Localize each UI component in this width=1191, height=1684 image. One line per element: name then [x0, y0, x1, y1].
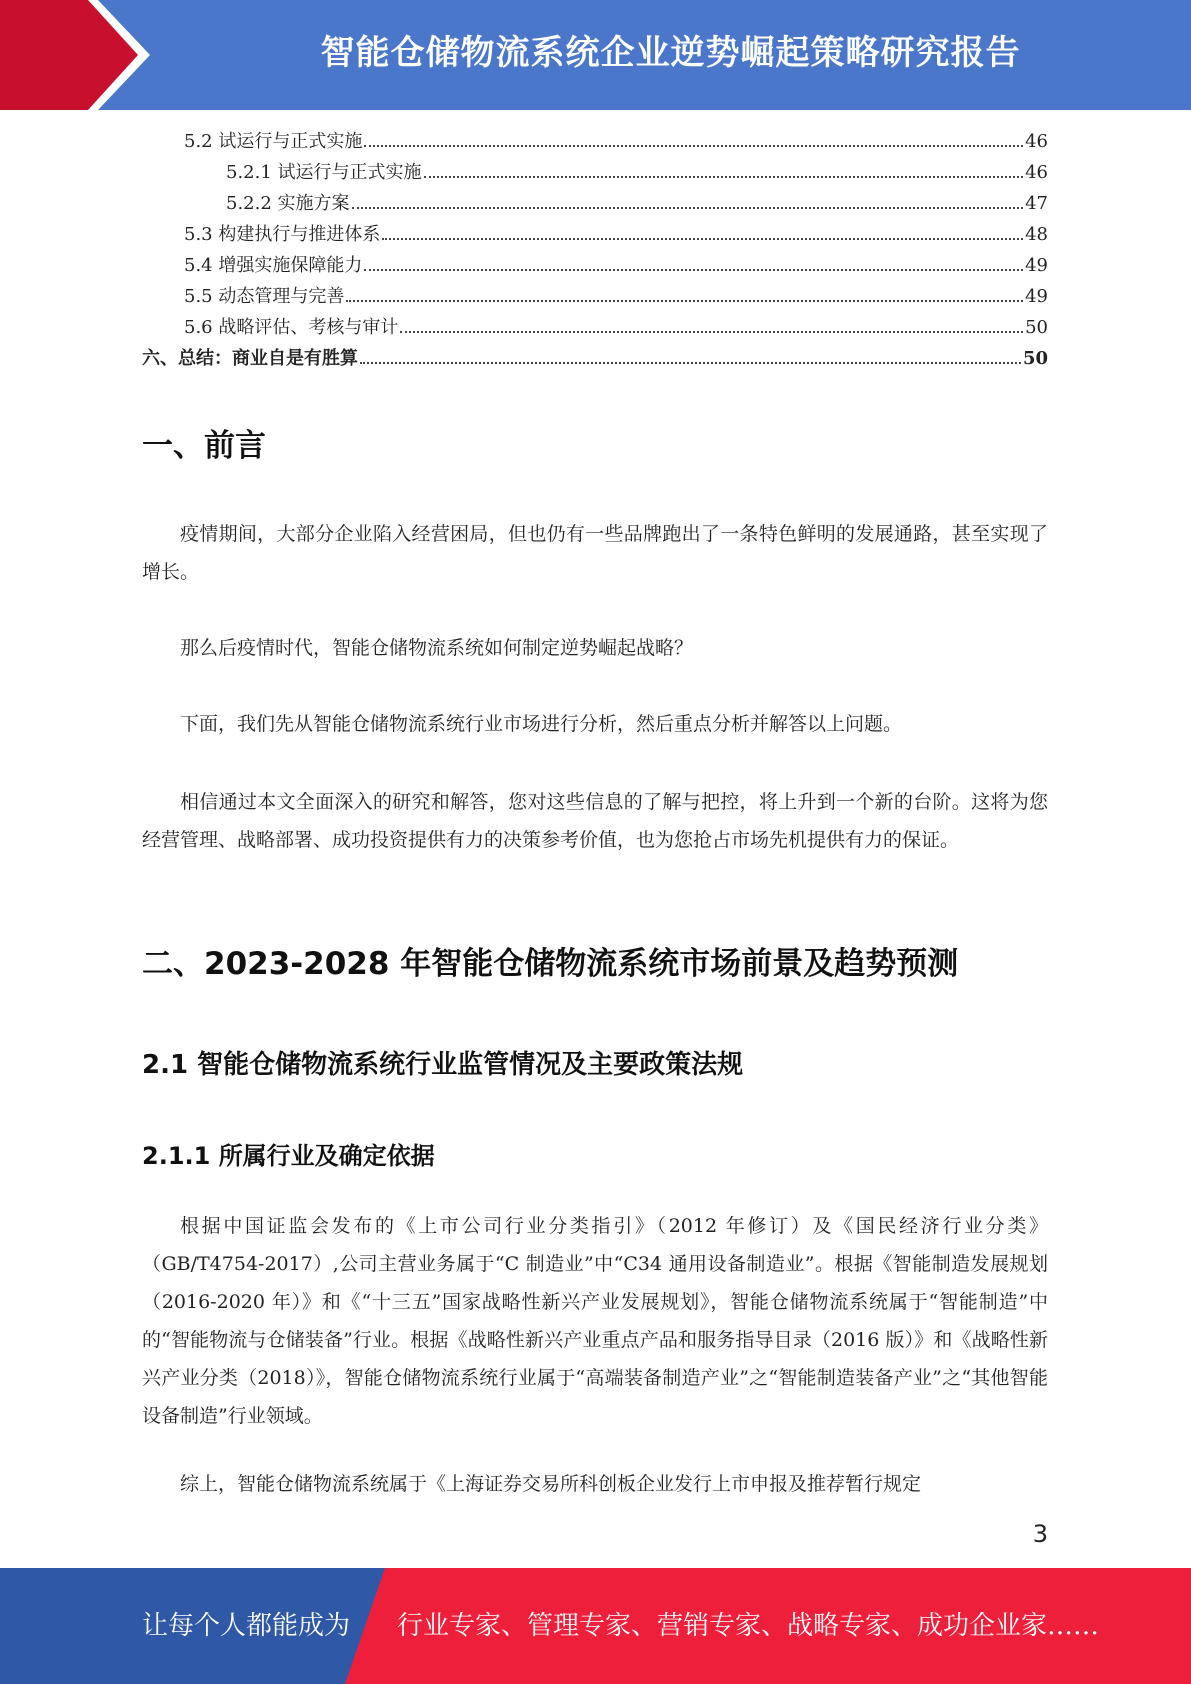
- paragraph: 相信通过本文全面深入的研究和解答，您对这些信息的了解与把控，将上升到一个新的台阶。这将为您经营管理、战略部署、成功投资提供有力的决策参考价值，也为您抢占市场先机提供有力的保证。: [142, 791, 1048, 851]
- toc-leader-dots: [382, 238, 1023, 240]
- toc-entry-label: 5.2.1 试运行与正式实施: [226, 162, 422, 183]
- page-number: 3: [1032, 1520, 1048, 1548]
- footer-banner: [0, 1568, 1191, 1684]
- toc-entry-page: 46: [1025, 162, 1048, 183]
- toc-leader-dots: [346, 300, 1023, 302]
- toc-entry-label: 5.2 试运行与正式实施: [184, 131, 363, 152]
- toc-entry-label: 5.6 战略评估、考核与审计: [184, 317, 399, 338]
- toc-entry-label: 5.5 动态管理与完善: [184, 286, 345, 307]
- toc-leader-dots: [364, 145, 1023, 147]
- toc-leader-dots: [364, 269, 1023, 271]
- toc-entry-page: 49: [1025, 255, 1048, 276]
- toc-entry-page: 50: [1025, 317, 1048, 338]
- toc-entry[interactable]: [142, 189, 1048, 220]
- toc-leader-dots: [360, 362, 1021, 364]
- toc-leader-dots: [352, 207, 1024, 209]
- subsubsection-heading: 2.1.1 所属行业及确定依据: [142, 1142, 435, 1170]
- toc-entry-page: 46: [1025, 131, 1048, 152]
- report-header: [0, 0, 1191, 110]
- table-of-contents: [142, 127, 1048, 375]
- toc-entry[interactable]: [142, 158, 1048, 189]
- toc-entry-label: 5.4 增强实施保障能力: [184, 255, 363, 276]
- toc-leader-dots: [400, 331, 1023, 333]
- paragraph: 下面，我们先从智能仓储物流系统行业市场进行分析，然后重点分析并解答以上问题。: [180, 713, 903, 735]
- report-title: 智能仓储物流系统企业逆势崛起策略研究报告: [320, 33, 1021, 73]
- footer-slogan-right: 行业专家、管理专家、营销专家、战略专家、成功企业家……: [397, 1611, 1100, 1641]
- toc-entry-page: 50: [1022, 348, 1048, 369]
- toc-entry[interactable]: [142, 251, 1048, 282]
- toc-entry[interactable]: [142, 282, 1048, 313]
- subsection-heading: 2.1 智能仓储物流系统行业监管情况及主要政策法规: [142, 1050, 744, 1080]
- paragraph: 疫情期间，大部分企业陷入经营困局，但也仍有一些品牌跑出了一条特色鲜明的发展通路，甚至实现了增长。: [142, 523, 1048, 583]
- paragraph: 那么后疫情时代，智能仓储物流系统如何制定逆势崛起战略？: [180, 637, 694, 659]
- paragraph: 根据中国证监会发布的《上市公司行业分类指引》（2012 年修订）及《国民经济行业分类》（GB/T4754-2017）,公司主营业务属于“C 制造业”中“C34 通用设备制造业”。根据《智能制造发展规划（2016-2020 年）》和《“十三五”国家战略性新兴产业发展规划》，智能仓储物流系统属于“智能制造”中的“智能物流与仓储装备”行业。根据《战略性新兴产业重点产品和服务指导目录（2016 版）》和《战略性新兴产业分类（2018）》，智能仓储物流系统行业属于“高端装备制造产业”之“智能制造装备产业”之“其他智能设备制造”行业领域。: [142, 1215, 1048, 1427]
- toc-leader-dots: [424, 176, 1024, 178]
- toc-entry-page: 47: [1025, 193, 1048, 214]
- toc-entry[interactable]: [142, 220, 1048, 251]
- toc-entry[interactable]: [142, 127, 1048, 158]
- paragraph: 综上，智能仓储物流系统属于《上海证券交易所科创板企业发行上市申报及推荐暂行规定: [180, 1473, 922, 1495]
- section-heading-market-outlook: 二、2023-2028 年智能仓储物流系统市场前景及趋势预测: [142, 946, 959, 982]
- section-heading-preface: 一、前言: [142, 428, 266, 464]
- toc-entry-page: 49: [1025, 286, 1048, 307]
- toc-entry-page: 48: [1025, 224, 1048, 245]
- toc-entry[interactable]: [142, 344, 1048, 375]
- toc-entry-label: 5.2.2 实施方案: [226, 193, 350, 214]
- toc-entry-label: 5.3 构建执行与推进体系: [184, 224, 381, 245]
- toc-entry[interactable]: [142, 313, 1048, 344]
- toc-entry-label: 六、总结：商业自是有胜算: [142, 348, 358, 369]
- header-red-arrow-shape: [0, 0, 150, 110]
- footer-slogan-left: 让每个人都能成为: [142, 1611, 351, 1641]
